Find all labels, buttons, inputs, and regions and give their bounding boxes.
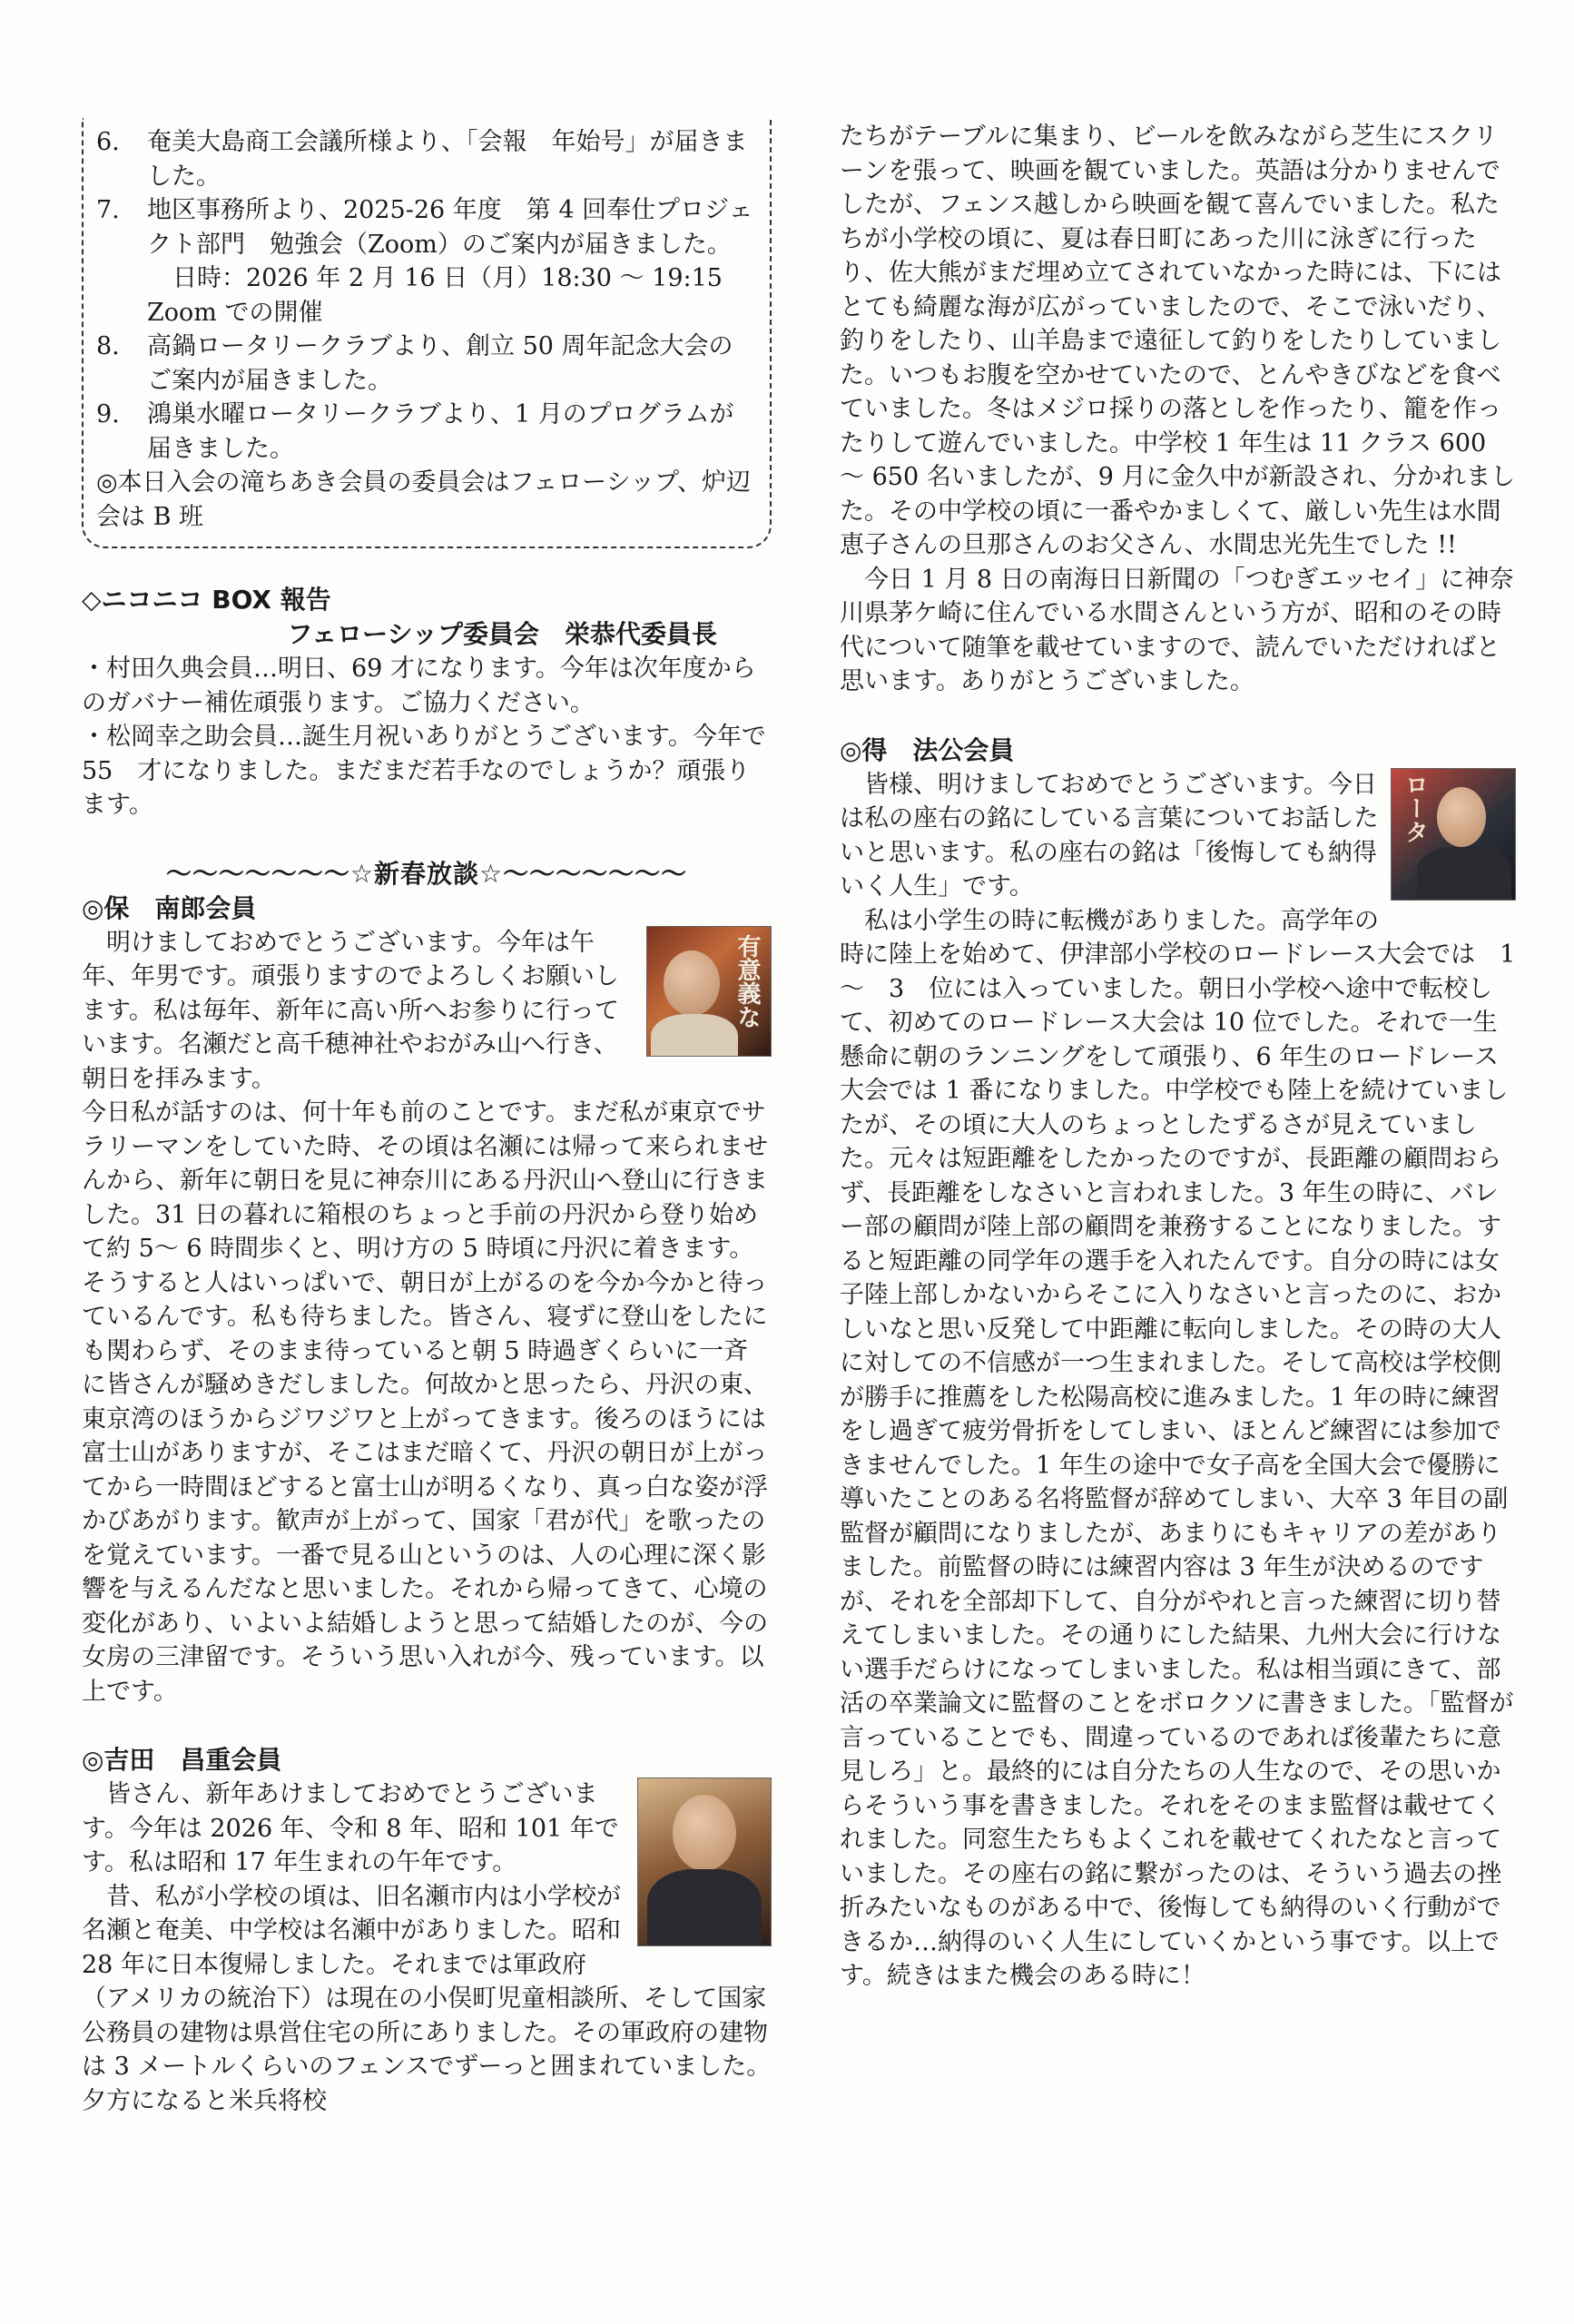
notice-item: 8. 高鍋ロータリークラブより、創立 50 周年記念大会のご案内が届きました。 bbox=[96, 332, 733, 395]
notice-date: 日時：2026 年 2 月 16 日（月）18:30 ～ 19:15 bbox=[172, 264, 723, 292]
notice-footer: ◎本日入会の滝ちあき会員の委員会はフェローシップ、炉辺会は B 班 bbox=[96, 468, 751, 531]
notice-item: 6. 奄美大島商工会議所様より、「会報 年始号」が届きました。 bbox=[96, 128, 748, 191]
notices-box bbox=[82, 118, 772, 548]
speaker-photo bbox=[1391, 768, 1516, 901]
speaker-section bbox=[82, 891, 772, 1709]
speaker-paragraph: 昔、私が小学校の頃は、旧名瀬市内は小学校が名瀬と奄美、中学校は名瀬中がありました。昭和 28 年に日本復帰しました。それまでは軍政府（アメリカの統治下）は現在の小俣町児童相談所、そして国家公務員の建物は県営住宅の所にありました。その軍政府の建物は 3 メートルくらいのフェンスでずーっと囲まれていました。夕方になると米兵将校 bbox=[82, 1882, 772, 2115]
speaker-photo bbox=[637, 1777, 772, 1946]
nikoniko-entry: ・松岡幸之助会員…誕生月祝いありがとうございます。今年で 55 才になりました。まだまだ若手なのでしょうか？頑張ります。 bbox=[82, 723, 791, 819]
speaker-paragraph: 私は小学生の時に転機がありました。高学年の時に陸上を始めて、伊津部小学校のロードレース大会では 1 ～ 3 位には入っていました。朝日小学校へ途中で転校して、初めてのロードレース大会は 10 位でした。それで一生懸命に朝のランニングをして頑張り、6 年生のロードレース大会では 1 番になりました。中学校でも陸上を続けていましたが、その頃に大人のちょっとしたずるさが見えていました。元々は短距離をしたかったのですが、長距離の顧問おらず、長距離をしなさいと言われました。3 年生の時に、バレー部の顧問が陸上部の顧問を兼務することになりました。すると短距離の同学年の選手を入れたんです。自分の時には女子陸上部しかないからそこに入りなさいと言ったのに、おかしいなと思い反発して中距離に転向しました。その時の大人に対しての不信感が一つ生まれました。そして高校は学校側が勝手に推薦をした松陽高校に進みました。1 年の時に練習をし過ぎて疲労骨折をしてしまい、ほとんど練習には参加できませんでした。1 年生の途中で女子高を全国大会で優勝に導いたことのある名将監督が辞めてしまい、大卒 3 年目の副監督が顧問になりましたが、あまりにもキャリアの差がありました。前監督の時には練習内容は 3 年生が決めるのですが、それを全部却下して、自分がやれと言った練習に切り替えてしまいました。その通りにした結果、九州大会に行けない選手だらけになってしまいました。私は相当頭にきて、部活の卒業論文に監督のことをボロクソに書きました。「監督が言っていることでも、間違っているのであれば後輩たちに意見しろ」と。最終的には自分たちの人生なので、その思いからそういう事を書きました。それをそのまま監督は載せてくれました。同窓生たちもよくこれを載せてくれたなと言っていました。その座右の銘に繋がったのは、そういう過去の挫折みたいなものがある中で、後悔しても納得のいく行動ができるか…納得のいく人生にしていくかという事です。以上です。続きはまた機会のある時に！ bbox=[840, 906, 1516, 1990]
nikoniko-heading: ◇ニコニコ BOX 報告 bbox=[82, 585, 331, 615]
notice-item: 7. 地区事務所より、2025-26 年度 第 4 回奉仕プロジェクト部門 勉強会（Zoom）のご案内が届きました。 bbox=[96, 196, 753, 259]
notice-item: 9. 鴻巣水曜ロータリークラブより、1 月のプログラムが届きました。 bbox=[96, 400, 734, 463]
speaker-paragraph: 明けましておめでとうございます。今年は午年、年男です。頑張りますのでよろしくお願いします。私は毎年、新年に高い所へお参りに行っています。名瀬だと高千穂神社やおがみ山へ行き、朝日を拝みます。 bbox=[82, 928, 619, 1093]
speaker-name: ◎得 法公会員 bbox=[840, 734, 1015, 765]
left-column bbox=[82, 118, 791, 2118]
speaker-paragraph: 皆さん、新年あけましておめでとうございます。今年は 2026 年、令和 8 年、昭和 101 年です。私は昭和 17 年生まれの午年です。 bbox=[82, 1780, 619, 1876]
speaker-name: ◎吉田 昌重会員 bbox=[82, 1745, 282, 1775]
speaker-name: ◎保 南郎会員 bbox=[82, 892, 257, 923]
speaker-paragraph: 今日私が話すのは、何十年も前のことです。まだ私が東京でサラリーマンをしていた時、その頃は名瀬には帰って来られませんから、新年に朝日を見に神奈川にある丹沢山へ登山に行きました。31 日の暮れに箱根のちょっと手前の丹沢から登り始めて約 5～ 6 時間歩くと、明け方の 5 時頃に丹沢に着きます。そうすると人はいっぱいで、朝日が上がるのを今か今かと待っているんです。私も待ちました。皆さん、寝ずに登山をしたにも関わらず、そのまま待っていると朝 5 時過ぎくらいに一斉に皆さんが騒めきだしました。何故かと思ったら、丹沢の東、東京湾のほうからジワジワと上がってきます。後ろのほうには富士山がありますが、そこはまだ暗くて、丹沢の朝日が上がってから一時間ほどすると富士山が明るくなり、真っ白な姿が浮かびあがります。歓声が上がって、国家「君が代」を歌ったのを覚えています。一番で見る山というのは、人の心理に深く影響を与えるんだなと思いました。それから帰ってきて、心境の変化があり、いよいよ結婚しようと思って結婚したのが、今の女房の三津留です。そういう思い入れが今、残っています。以上です。 bbox=[82, 1098, 768, 1706]
notice-zoom: Zoom での開催 bbox=[147, 298, 323, 327]
nikoniko-section bbox=[82, 583, 791, 822]
shinshun-banner: ～～～～～～～☆新春放談☆～～～～～～～ bbox=[165, 858, 688, 889]
speaker-photo bbox=[646, 926, 772, 1057]
photo-sign-text: ロータ bbox=[1401, 772, 1429, 843]
photo-sign-text: 有意義な bbox=[733, 933, 761, 1029]
speaker-paragraph: 皆様、明けましておめでとうございます。今日は私の座右の銘にしている言葉についてお話したいと思います。私の座右の銘は「後悔しても納得いく人生」です。 bbox=[840, 770, 1379, 901]
right-column bbox=[840, 120, 1516, 1994]
continued-paragraph: たちがテーブルに集まり、ビールを飲みながら芝生にスクリーンを張って、映画を観ていました。英語は分かりませんでしたが、フェンス越しから映画を観て喜んでいました。私たちが小学校の頃に、夏は春日町にあった川に泳ぎに行ったり、佐大熊がまだ埋め立てされていなかった時には、下にはとても綺麗な海が広がっていましたので、そこで泳いだり、釣りをしたり、山羊島まで遠征して釣りをしたりしていました。いつもお腹を空かせていたので、とんやきびなどを食べていました。冬はメジロ採りの落としを作ったり、籠を作ったりして遊んでいました。中学校 1 年生は 11 クラス 600 ～ 650 名いましたが、9 月に金久中が新設され、分かれました。その中学校の頃に一番やかましくて、厳しい先生は水間恵子さんの旦那さんのお父さん、水間忠光先生でした !! bbox=[840, 123, 1516, 559]
nikoniko-entry: ・村田久典会員…明日、69 才になります。今年は次年度からのガバナー補佐頑張ります。ご協力ください。 bbox=[82, 655, 756, 717]
speaker-section bbox=[82, 1743, 772, 2118]
continued-paragraph: 今日 1 月 8 日の南海日日新聞の「つむぎエッセイ」に神奈川県茅ケ崎に住んでいる水間さんという方が、昭和のその時代について随筆を載せていますので、読んでいただければと思います。ありがとうございました。 bbox=[840, 565, 1514, 695]
speaker-section bbox=[840, 734, 1516, 1994]
nikoniko-subheading: フェローシップ委員会 栄恭代委員長 bbox=[287, 619, 717, 649]
